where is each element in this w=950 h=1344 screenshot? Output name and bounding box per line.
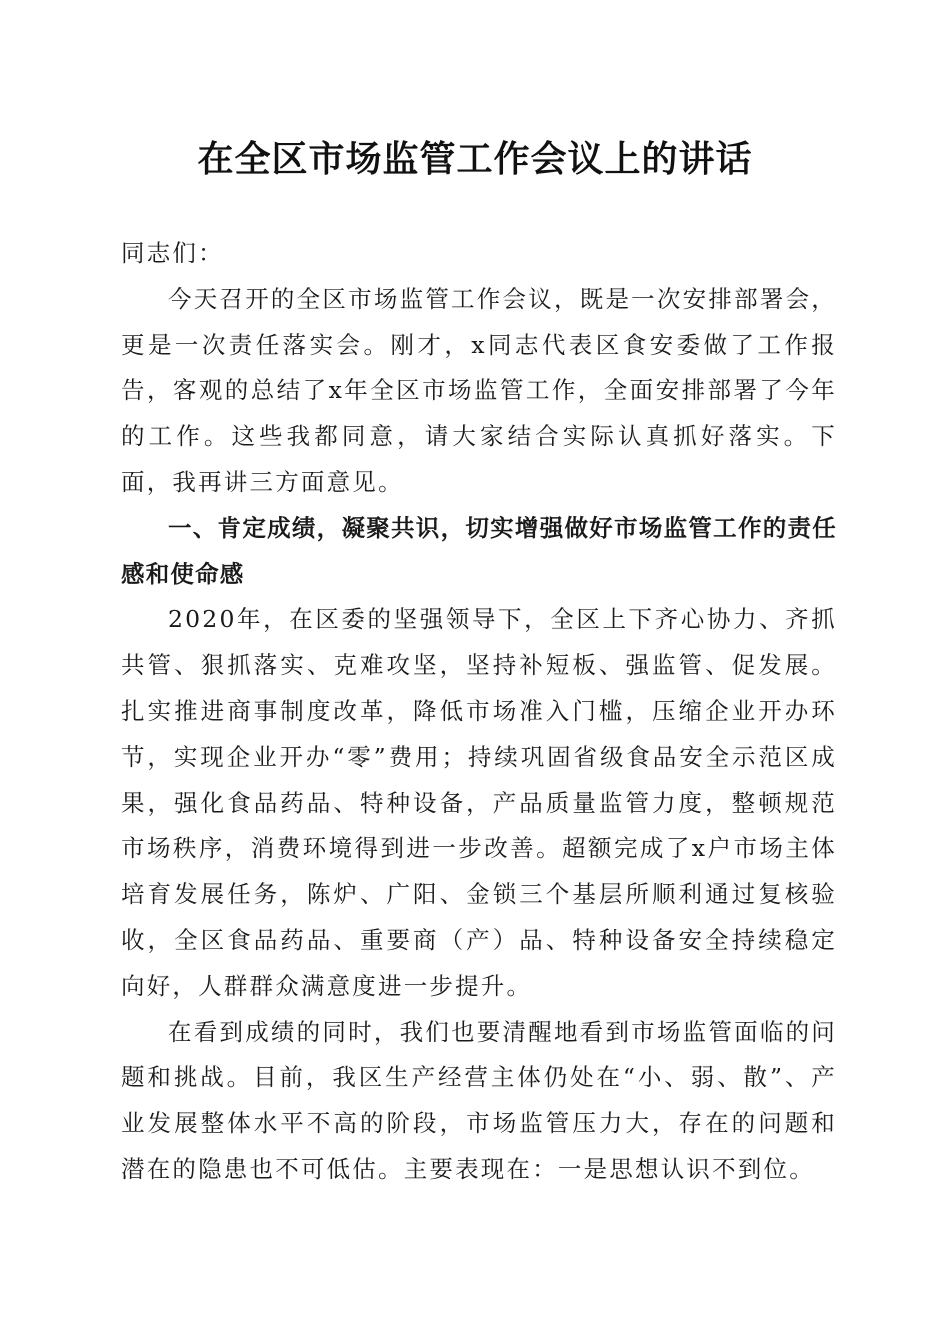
document-title: 在全区市场监管工作会议上的讲话 bbox=[197, 138, 753, 180]
paragraph-challenges: 在看到成绩的同时，我们也要清醒地看到市场监管面临的问题和挑战。目前，我区生产经营主体仍处在“小、弱、散”、产业发展整体水平不高的阶段，市场监管压力大，存在的问题和潜在的隐患也不可低估。主要表现在：一是思想认识不到位。 bbox=[121, 1017, 837, 1183]
paragraph-achievements: 2020年，在区委的坚强领导下，全区上下齐心协力、齐抓共管、狠抓落实、克难攻坚，坚持补短板、强监管、促发展。扎实推进商事制度改革，降低市场准入门槛，压缩企业开办环节，实现企业开办“零”费用；持续巩固省级食品安全示范区成果，强化食品药品、特种设备，产品质量监管力度，整顿规范市场秩序，消费环境得到进一步改善。超额完成了x户市场主体培育发展任务，陈炉、广阳、金锁三个基层所顺利通过复核验收，全区食品药品、重要商（产）品、特种设备安全持续稳定向好，人群群众满意度进一步提升。 bbox=[121, 605, 837, 1000]
document-body bbox=[121, 231, 837, 1193]
salutation: 同志们： bbox=[121, 239, 224, 267]
paragraph-opening: 今天召开的全区市场监管工作会议，既是一次安排部署会，更是一次责任落实会。刚才，x同志代表区食安委做了工作报告，客观的总结了x年全区市场监管工作，全面安排部署了今年的工作。这些我都同意，请大家结合实际认真抓好落实。下面，我再讲三方面意见。 bbox=[121, 284, 837, 496]
section-heading-1: 一、肯定成绩，凝聚共识，切实增强做好市场监管工作的责任感和使命感 bbox=[121, 513, 837, 588]
